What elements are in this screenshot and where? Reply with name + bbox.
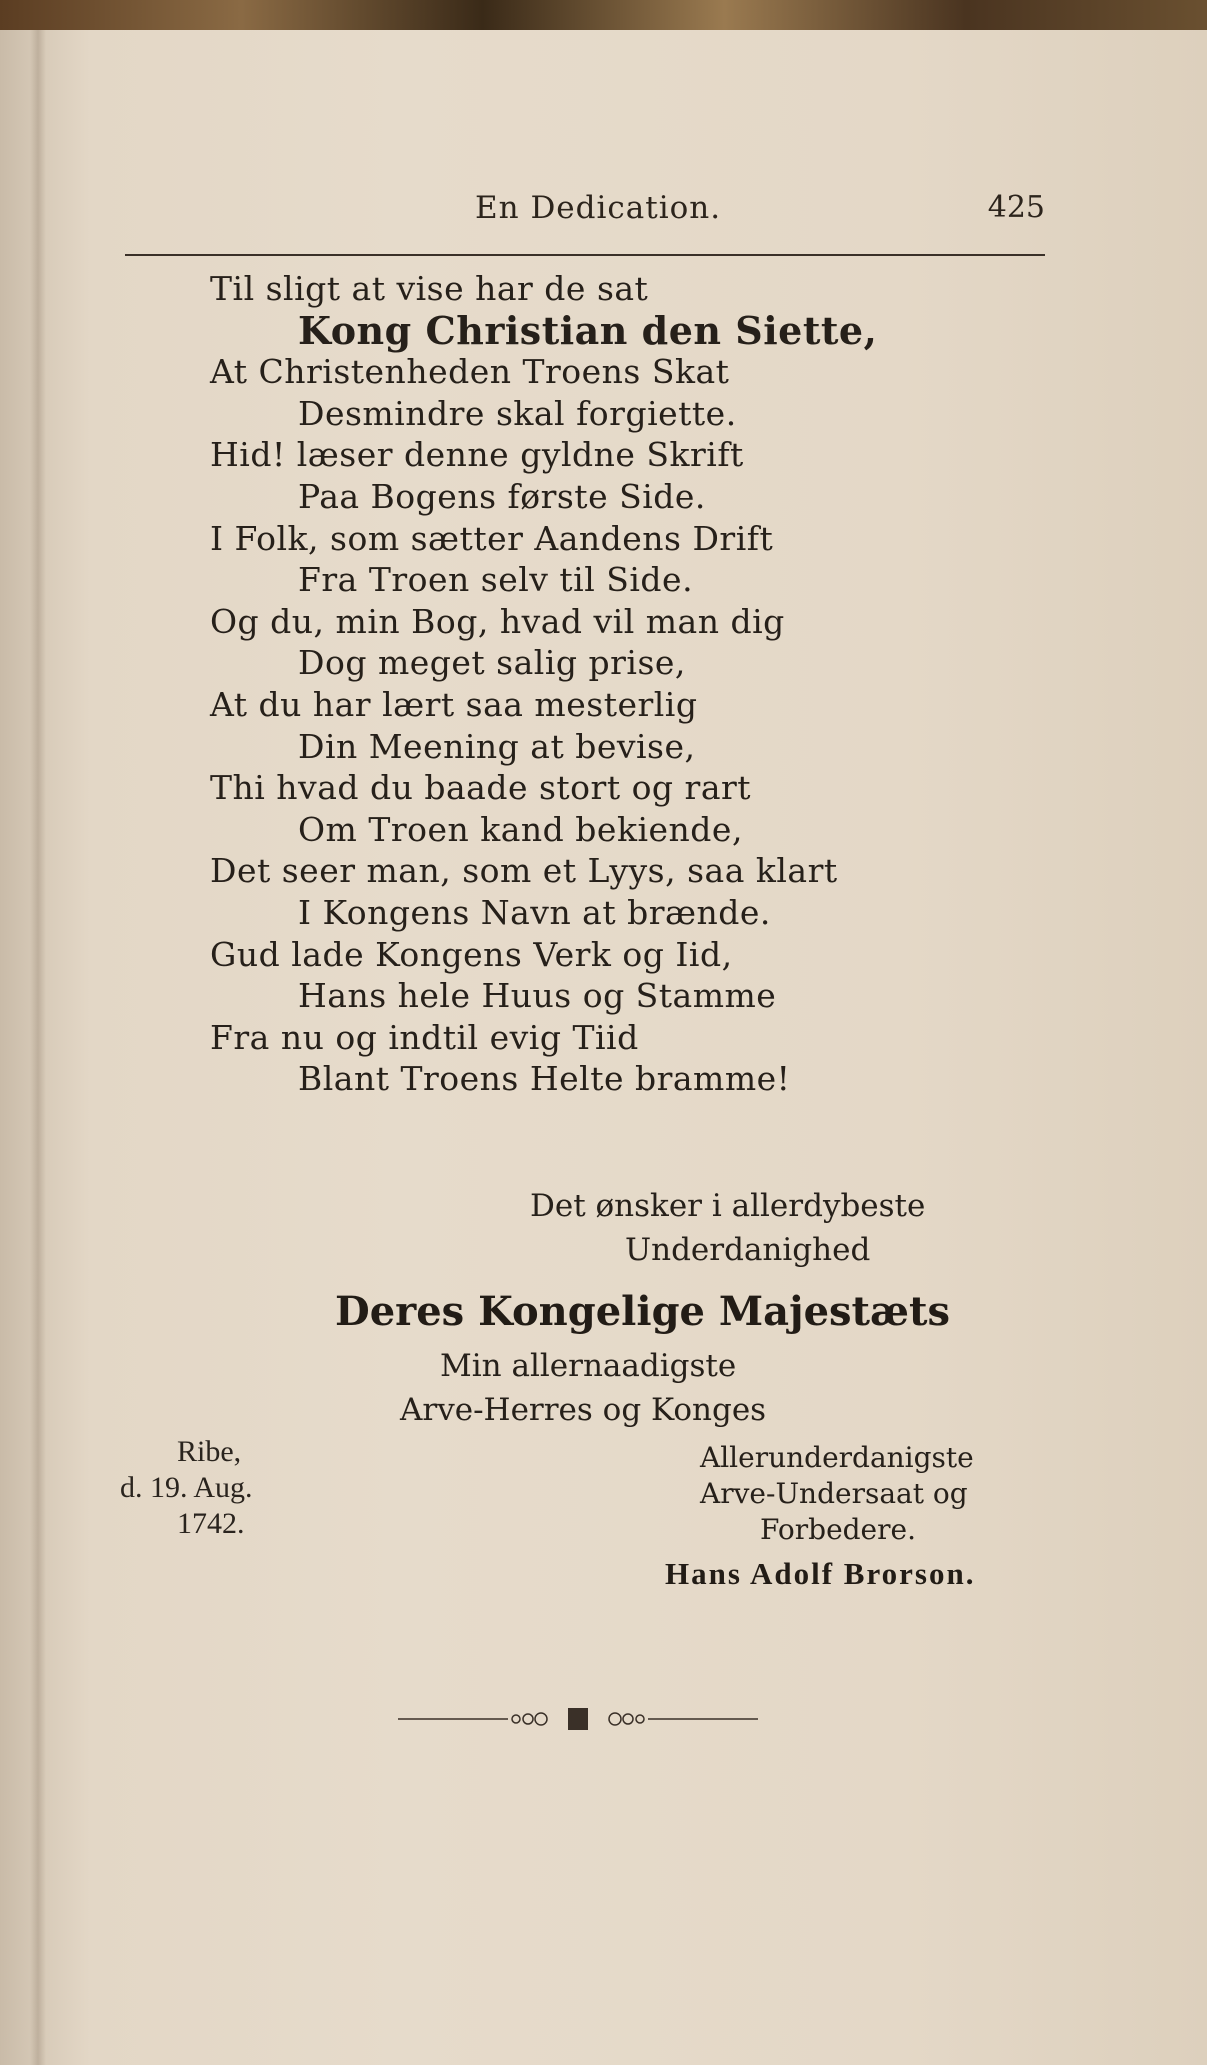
poem-line: I Folk, som sætter Aandens Drift [210,518,774,558]
servant-line: Arve-Undersaat og [700,1477,968,1510]
poem-line: At Christenheden Troens Skat [210,352,730,392]
poem-line: Thi hvad du baade stort og rart [210,768,752,808]
poem-line: Hid! læser denne gyldne Skrift [210,435,744,475]
poem-line: Blant Troens Helte bramme! [298,1059,791,1099]
header-rule [125,254,1045,256]
poem-line: Desmindre skal forgiette. [298,393,737,433]
ornament-divider-icon [398,1704,758,1734]
book-top-edge [0,0,1207,30]
running-title: En Dedication. [475,190,722,226]
poem-line: Fra nu og indtil evig Tiid [210,1017,639,1057]
poem-line: Paa Bogens første Side. [298,476,706,516]
servant-line: Forbedere. [760,1513,916,1546]
servant-line: Allerunderdanigste [700,1441,974,1474]
poem-line: Gud lade Kongens Verk og Iid, [210,934,733,974]
poem-line: At du har lært saa mesterlig [210,684,698,724]
page-header [125,190,1045,234]
poem-line: Dog meget salig prise, [298,643,686,683]
poem-line: I Kongens Navn at brænde. [298,892,771,932]
poem-line: Din Meening at bevise, [298,726,696,766]
arve-herres-line: Arve-Herres og Konges [400,1392,767,1428]
poem-line: Om Troen kand bekiende, [298,809,743,849]
poem-line: Til sligt at vise har de sat [210,269,649,308]
closing-wish-continued: Underdanighed [625,1232,871,1268]
poem [210,268,1060,1100]
poem-line: Det seer man, som et Lyys, saa klart [210,851,838,891]
date-line: d. 19. Aug. [120,1471,253,1504]
place-and-date [120,1434,253,1542]
poem-line: Kong Christian den Siette, [298,307,878,353]
allernaadigste-line: Min allernaadigste [440,1348,737,1384]
majesty-line: Deres Kongelige Majestæts [335,1288,951,1335]
poem-line: Fra Troen selv til Side. [298,560,694,600]
page-number: 425 [987,190,1045,225]
year-line: 1742. [177,1507,245,1540]
place-name: Ribe, [177,1435,242,1468]
poem-line: Og du, min Bog, hvad vil man dig [210,601,785,641]
closing-wish: Det ønsker i allerdybeste [530,1188,926,1224]
servant-block [700,1440,974,1548]
poem-line: Hans hele Huus og Stamme [298,976,777,1016]
author-signature: Hans Adolf Brorson. [665,1556,976,1591]
page-gutter-shadow [30,30,46,2065]
